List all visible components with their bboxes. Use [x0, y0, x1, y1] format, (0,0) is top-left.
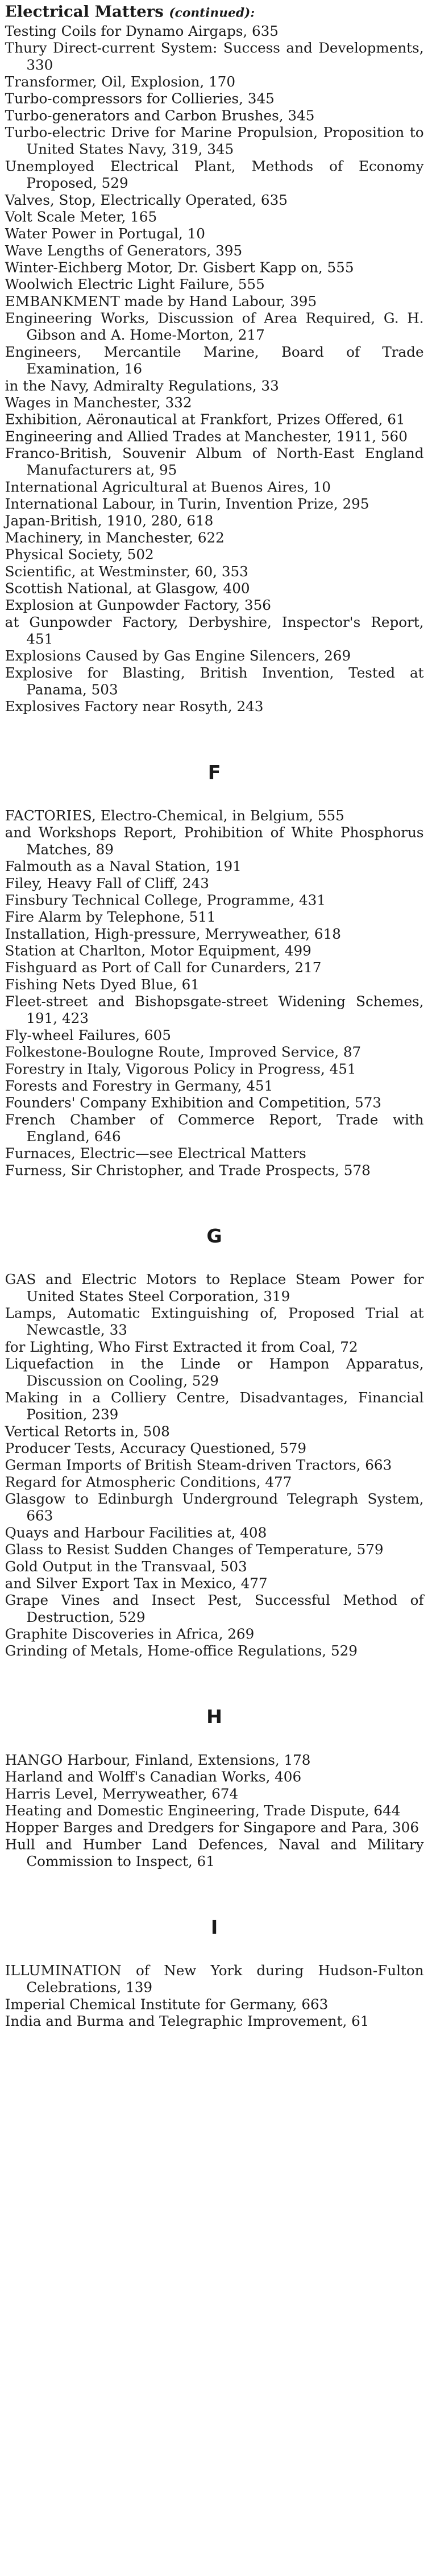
entry-text: Winter-Eichberg Motor, Dr. Gisbert Kapp on, 555	[5, 259, 354, 276]
entry-text: Transformer, Oil, Explosion, 170	[5, 73, 236, 90]
entry-text: made by Hand Labour, 395	[119, 293, 317, 310]
entry-text: for Lighting, Who First Extracted it from Coal, 72	[5, 1339, 358, 1356]
index-entry	[5, 411, 424, 428]
entry-text: Installation, High-pressure, Merryweather, 618	[5, 926, 341, 943]
entry-text: Explosions Caused by Gas Engine Silencers, 269	[5, 647, 351, 664]
index-entry	[5, 909, 424, 926]
section-spacer	[5, 1179, 424, 1225]
entry-text: Hopper Barges and Dredgers for Singapore and Para, 306	[5, 1819, 419, 1836]
entry-text: Hull and Humber Land Defences, Naval and Military Commission to Inspect, 61	[5, 1836, 424, 1870]
entry-text: at Gunpowder Factory, Derbyshire, Inspector's Report, 451	[5, 614, 424, 648]
index-entry	[5, 108, 424, 125]
index-entry	[5, 445, 424, 479]
entry-text: Water Power in Portugal, 10	[5, 225, 205, 242]
letter-spacer	[5, 1727, 424, 1752]
entry-text: Regard for Atmospheric Conditions, 477	[5, 1473, 292, 1491]
entry-text: Grape Vines and Insect Pest, Successful Method of Destruction, 529	[5, 1592, 424, 1626]
index-entry	[5, 547, 424, 564]
index-entry	[5, 1836, 424, 1870]
index-entry	[5, 1440, 424, 1458]
index-entry	[5, 344, 424, 377]
entry-text: Unemployed Electrical Plant, Methods of Economy Proposed, 529	[5, 158, 424, 192]
index-entry	[5, 1786, 424, 1803]
entry-lead: EMBANKMENT	[5, 293, 120, 310]
entry-text: German Imports of British Steam-driven Tractors, 663	[5, 1457, 392, 1474]
entry-text: Explosion at Gunpowder Factory, 356	[5, 597, 271, 614]
entry-text: Testing Coils for Dynamo Airgaps, 635	[5, 23, 279, 40]
section-heading	[5, 2, 424, 22]
index-entry	[5, 1474, 424, 1491]
entry-text: of New York during Hudson-Fulton Celebrations, 139	[26, 1962, 424, 1996]
index-entry	[5, 597, 424, 614]
entry-text: Wages in Manchester, 332	[5, 394, 192, 411]
entry-lead: HANGO	[5, 1752, 63, 1769]
entry-text: Falmouth as a Naval Station, 191	[5, 858, 242, 875]
entry-text: Thury Direct-current System: Success and Developments, 330	[5, 40, 424, 73]
index-entry	[5, 1305, 424, 1339]
index-entry	[5, 1626, 424, 1643]
index-entry	[5, 1996, 424, 2013]
index-entry	[5, 1162, 424, 1179]
entry-text: India and Burma and Telegraphic Improvement, 61	[5, 2013, 369, 2030]
index-entry	[5, 808, 424, 825]
index-entry	[5, 310, 424, 344]
entry-text: Machinery, in Manchester, 622	[5, 529, 225, 546]
index-entry	[5, 530, 424, 547]
letter-spacer	[5, 783, 424, 807]
entry-text: Station at Charlton, Motor Equipment, 499	[5, 943, 311, 960]
section-letter-g: G	[206, 1224, 222, 1248]
section-heading-title: Electrical Matters	[5, 2, 164, 21]
entry-text: Turbo-electric Drive for Marine Propulsion, Proposition to United States Navy, 319, 345	[5, 124, 424, 158]
entry-lead: FACTORIES,	[5, 807, 97, 824]
index-entry	[5, 1339, 424, 1356]
index-entry	[5, 1962, 424, 1996]
index-entry	[5, 648, 424, 665]
entry-text: Scientific, at Westminster, 60, 353	[5, 563, 248, 580]
index-entry	[5, 2013, 424, 2030]
entry-text: and Silver Export Tax in Mexico, 477	[5, 1575, 268, 1592]
index-entry	[5, 293, 424, 310]
entry-text: Engineering Works, Discussion of Area Required, G. H. Gibson and A. Home-Morton, 217	[5, 310, 424, 344]
index-entry	[5, 892, 424, 909]
entry-text: Wave Lengths of Generators, 395	[5, 242, 243, 259]
index-entry	[5, 1803, 424, 1820]
index-entry	[5, 513, 424, 530]
entry-text: and Workshops Report, Prohibition of White Phosphorus Matches, 89	[5, 824, 424, 858]
entry-lead: GAS	[5, 1271, 36, 1288]
index-entry	[5, 614, 424, 647]
entry-text: International Agricultural at Buenos Aires, 10	[5, 478, 331, 496]
index-entry	[5, 960, 424, 977]
index-entry	[5, 1769, 424, 1786]
section-heading-continued: (continued):	[169, 6, 255, 20]
entry-text: Gold Output in the Transvaal, 503	[5, 1558, 247, 1575]
index-entry	[5, 1061, 424, 1078]
entry-text: Forests and Forestry in Germany, 451	[5, 1078, 273, 1095]
entry-text: Explosives Factory near Rosyth, 243	[5, 698, 264, 715]
entry-text: Glass to Resist Sudden Changes of Temperature, 579	[5, 1541, 384, 1558]
index-entry	[5, 1095, 424, 1112]
index-entry	[5, 1390, 424, 1423]
index-entry	[5, 664, 424, 698]
index-entry	[5, 976, 424, 993]
entry-text: and Electric Motors to Replace Steam Power for United States Steel Corporation, 319	[26, 1271, 424, 1305]
index-entry	[5, 1044, 424, 1061]
index-entry	[5, 943, 424, 960]
entry-text: Engineering and Allied Trades at Manchester, 1911, 560	[5, 428, 408, 445]
index-entry	[5, 858, 424, 876]
entry-lead: ILLUMINATION	[5, 1962, 122, 1979]
letter-spacer	[5, 1246, 424, 1271]
entry-text: in the Navy, Admiralty Regulations, 33	[5, 377, 279, 394]
index-entry	[5, 226, 424, 243]
index-entry	[5, 1558, 424, 1575]
section-letter-h: H	[206, 1705, 223, 1728]
index-entry	[5, 563, 424, 580]
index-entry	[5, 90, 424, 108]
index-entry	[5, 242, 424, 259]
entry-text: International Labour, in Turin, Invention Prize, 295	[5, 496, 369, 513]
entry-text: Producer Tests, Accuracy Questioned, 579	[5, 1440, 307, 1457]
entry-text: Fire Alarm by Telephone, 511	[5, 909, 216, 926]
index-entry	[5, 276, 424, 294]
index-entry	[5, 1457, 424, 1474]
index-entry	[5, 1356, 424, 1389]
index-entry	[5, 1423, 424, 1440]
index-entry	[5, 74, 424, 91]
index-entry	[5, 192, 424, 209]
index-entry	[5, 479, 424, 496]
entry-text: Glasgow to Edinburgh Underground Telegraph System, 663	[5, 1491, 424, 1525]
entry-text: Fleet-street and Bishopsgate-street Widening Schemes, 191, 423	[5, 993, 424, 1027]
entry-text: Founders' Company Exhibition and Competition, 573	[5, 1095, 381, 1112]
entry-text: Furnaces, Electric—see Electrical Matters	[5, 1145, 306, 1162]
index-entry	[5, 580, 424, 597]
index-entry	[5, 1592, 424, 1626]
entry-text: Electro-Chemical, in Belgium, 555	[96, 807, 344, 824]
section-spacer	[5, 715, 424, 761]
entry-text: Finsbury Technical College, Programme, 431	[5, 892, 326, 909]
index-entry	[5, 875, 424, 892]
entry-text: Filey, Heavy Fall of Cliff, 243	[5, 875, 209, 892]
entry-text: Furness, Sir Christopher, and Trade Prospects, 578	[5, 1162, 371, 1179]
entry-text: Liquefaction in the Linde or Hampon Apparatus, Discussion on Cooling, 529	[5, 1356, 424, 1389]
entry-text: Vertical Retorts in, 508	[5, 1423, 170, 1440]
entry-text: Japan-British, 1910, 280, 618	[5, 513, 214, 530]
letter-spacer	[5, 1938, 424, 1962]
entry-text: Valves, Stop, Electrically Operated, 635	[5, 192, 288, 209]
entry-text: Turbo-generators and Carbon Brushes, 345	[5, 107, 315, 124]
index-entry	[5, 1272, 424, 1305]
index-entry	[5, 1819, 424, 1836]
index-entry	[5, 1078, 424, 1095]
entry-text: Exhibition, Aëronautical at Frankfort, Prizes Offered, 61	[5, 411, 405, 428]
entry-text: Graphite Discoveries in Africa, 269	[5, 1626, 255, 1643]
entry-text: Harris Level, Merryweather, 674	[5, 1785, 239, 1802]
entry-text: Volt Scale Meter, 165	[5, 209, 157, 225]
entry-text: Quays and Harbour Facilities at, 408	[5, 1524, 267, 1541]
index-entry	[5, 496, 424, 513]
entry-text: Scottish National, at Glasgow, 400	[5, 580, 250, 597]
index-entry	[5, 125, 424, 158]
index-entry	[5, 378, 424, 395]
entry-text: Imperial Chemical Institute for Germany, 663	[5, 1996, 329, 2013]
index-entry	[5, 1643, 424, 1660]
entry-text: Engineers, Mercantile Marine, Board of Trade Examination, 16	[5, 344, 424, 378]
entry-text: Grinding of Metals, Home-office Regulations, 529	[5, 1642, 358, 1659]
entry-text: Heating and Domestic Engineering, Trade Dispute, 644	[5, 1802, 401, 1819]
entry-text: Folkestone-Boulogne Route, Improved Service, 87	[5, 1044, 362, 1061]
entry-text: Forestry in Italy, Vigorous Policy in Progress, 451	[5, 1060, 356, 1078]
entry-text: French Chamber of Commerce Report, Trade with England, 646	[5, 1111, 424, 1145]
index-entry	[5, 1575, 424, 1592]
index-entry	[5, 1752, 424, 1769]
entry-text: Physical Society, 502	[5, 546, 154, 563]
entry-text: Explosive for Blasting, British Invention, Tested at Panama, 503	[5, 664, 424, 699]
section-spacer	[5, 1659, 424, 1706]
entry-text: Harland and Wolff's Canadian Works, 406	[5, 1769, 302, 1786]
index-entry	[5, 158, 424, 192]
index-entry	[5, 824, 424, 858]
index-entry	[5, 699, 424, 716]
entry-text: Harbour, Finland, Extensions, 178	[63, 1752, 311, 1769]
section-spacer	[5, 1870, 424, 1916]
entry-text: Fly-wheel Failures, 605	[5, 1027, 171, 1044]
entry-text: Fishing Nets Dyed Blue, 61	[5, 976, 200, 993]
index-entry	[5, 926, 424, 943]
index-entry	[5, 1542, 424, 1559]
entry-text: Lamps, Automatic Extinguishing of, Proposed Trial at Newcastle, 33	[5, 1305, 424, 1339]
index-entry	[5, 1145, 424, 1162]
index-entry	[5, 40, 424, 73]
index-entry	[5, 209, 424, 226]
entry-text: Making in a Colliery Centre, Disadvantages, Financial Position, 239	[5, 1389, 424, 1423]
index-entry	[5, 259, 424, 276]
entry-text: Turbo-compressors for Collieries, 345	[5, 90, 275, 108]
index-entry	[5, 23, 424, 40]
index-entry	[5, 1525, 424, 1542]
section-letter-f: F	[207, 761, 221, 783]
entry-text: Woolwich Electric Light Failure, 555	[5, 276, 265, 293]
entry-text: Franco-British, Souvenir Album of North-East England Manufacturers at, 95	[5, 445, 424, 479]
index-entry	[5, 1027, 424, 1044]
index-entry	[5, 1112, 424, 1145]
entry-text: Fishguard as Port of Call for Cunarders, 217	[5, 959, 322, 976]
section-letter-i: I	[210, 1916, 218, 1938]
index-entry	[5, 1491, 424, 1525]
index-entry	[5, 395, 424, 412]
index-entry	[5, 993, 424, 1027]
index-entry	[5, 428, 424, 445]
